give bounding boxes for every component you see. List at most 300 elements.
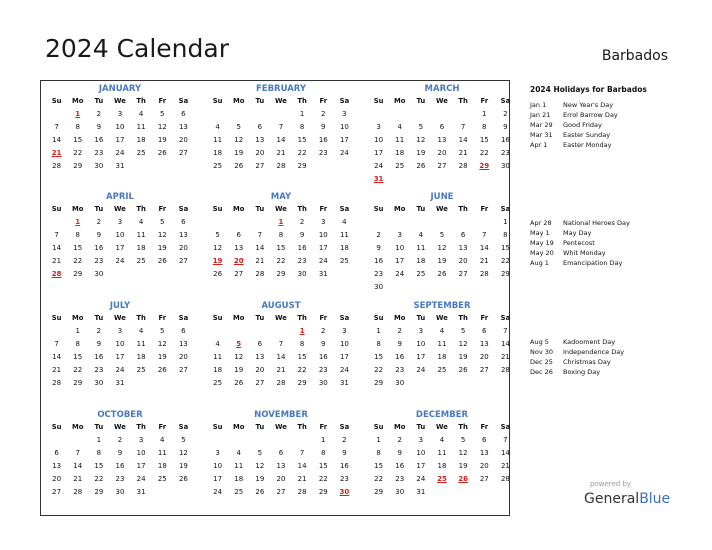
day-cell: 26 — [157, 366, 167, 374]
holiday-row — [530, 248, 700, 258]
day-cell: 7 — [460, 123, 466, 131]
empty-cell — [292, 434, 313, 447]
day-header: Fr — [158, 205, 167, 213]
day-header: Fr — [480, 97, 489, 105]
day-cell: 12 — [157, 123, 167, 131]
day-cell: 4 — [418, 231, 424, 239]
holiday-row — [530, 228, 700, 238]
day-header: Fr — [158, 97, 167, 105]
day-cell: 4 — [397, 123, 402, 131]
day-cell: 8 — [376, 449, 381, 457]
day-cell: 27 — [458, 270, 468, 278]
day-cell: 23 — [297, 257, 307, 265]
brand-blue: Blue — [639, 491, 671, 507]
day-cell: 22 — [374, 475, 384, 483]
day-cell: 25 — [416, 270, 426, 278]
day-cell: 11 — [136, 123, 146, 131]
day-cell: 27 — [178, 257, 188, 265]
generalblue-logo[interactable] — [584, 491, 670, 507]
month-name: JUNE — [430, 192, 454, 202]
day-cell: 4 — [160, 436, 165, 444]
empty-cell — [228, 108, 249, 121]
day-cell: 25 — [213, 162, 223, 170]
holiday-row — [530, 120, 700, 130]
day-header: We — [436, 314, 448, 322]
holiday-date: Nov 30 — [530, 348, 554, 356]
brand-general: General — [584, 491, 640, 507]
day-cell: 15 — [318, 462, 328, 470]
day-header: Su — [373, 423, 384, 431]
day-cell: 20 — [479, 353, 489, 361]
holiday-day-cell: 29 — [479, 162, 490, 170]
empty-cell — [368, 216, 389, 229]
holiday-row — [530, 357, 700, 367]
day-cell: 22 — [73, 149, 83, 157]
day-cell: 18 — [437, 462, 447, 470]
day-cell: 11 — [136, 231, 146, 239]
day-cell: 20 — [458, 257, 468, 265]
day-cell: 13 — [178, 340, 188, 348]
day-header: Su — [51, 97, 62, 105]
day-cell: 2 — [342, 436, 347, 444]
day-cell: 13 — [234, 244, 244, 252]
day-header: Fr — [319, 205, 328, 213]
day-cell: 5 — [181, 436, 186, 444]
day-cell: 24 — [339, 149, 349, 157]
month-december — [368, 409, 516, 499]
holiday-day-cell: 1 — [75, 218, 81, 226]
day-cell: 7 — [503, 436, 508, 444]
day-header: We — [114, 97, 126, 105]
day-cell: 8 — [482, 123, 487, 131]
day-cell: 13 — [276, 462, 286, 470]
day-cell: 24 — [374, 162, 384, 170]
holiday-date: Apr 1 — [530, 141, 548, 149]
day-cell: 30 — [395, 379, 405, 387]
day-cell: 3 — [117, 218, 123, 226]
day-cell: 11 — [437, 340, 447, 348]
day-cell: 3 — [397, 231, 402, 239]
day-cell: 17 — [115, 353, 125, 361]
day-cell: 6 — [439, 123, 445, 131]
day-cell: 28 — [276, 162, 286, 170]
day-cell: 12 — [234, 353, 244, 361]
day-cell: 22 — [297, 366, 307, 374]
day-header: Fr — [480, 205, 489, 213]
holiday-date: May 20 — [530, 249, 554, 257]
day-cell: 31 — [339, 379, 349, 387]
day-cell: 19 — [458, 353, 468, 361]
holiday-day-cell: 21 — [51, 149, 62, 157]
day-cell: 23 — [339, 475, 349, 483]
day-header: Mo — [393, 314, 406, 322]
day-cell: 28 — [52, 379, 62, 387]
day-cell: 29 — [374, 379, 384, 387]
day-cell: 31 — [115, 379, 125, 387]
day-header: Sa — [500, 97, 511, 105]
day-cell: 8 — [321, 449, 326, 457]
day-cell: 17 — [374, 149, 384, 157]
empty-cell — [270, 325, 291, 338]
day-cell: 9 — [117, 449, 123, 457]
day-cell: 13 — [479, 340, 489, 348]
day-cell: 16 — [115, 462, 125, 470]
day-cell: 3 — [138, 436, 144, 444]
month-march — [368, 83, 516, 186]
day-cell: 6 — [257, 340, 263, 348]
day-cell: 3 — [418, 436, 424, 444]
holiday-day-cell: 25 — [437, 475, 447, 483]
day-cell: 12 — [213, 244, 223, 252]
day-cell: 12 — [458, 449, 468, 457]
holiday-name: New Year's Day — [563, 101, 614, 109]
empty-cell — [368, 108, 389, 121]
day-header: Su — [51, 423, 62, 431]
day-cell: 11 — [437, 449, 447, 457]
day-header: Sa — [500, 314, 511, 322]
holiday-day-cell: 1 — [75, 110, 81, 118]
day-header: Su — [212, 423, 223, 431]
day-cell: 21 — [479, 257, 489, 265]
day-cell: 16 — [318, 353, 328, 361]
day-cell: 7 — [299, 449, 305, 457]
day-header: Mo — [71, 97, 84, 105]
day-cell: 14 — [276, 136, 286, 144]
day-cell: 25 — [437, 366, 447, 374]
day-cell: 14 — [276, 353, 286, 361]
day-cell: 8 — [376, 340, 381, 348]
day-header: Mo — [232, 423, 245, 431]
holiday-row — [530, 347, 700, 357]
holiday-name: Easter Monday — [563, 141, 612, 149]
day-cell: 7 — [503, 327, 508, 335]
day-cell: 24 — [416, 475, 426, 483]
month-november — [207, 409, 355, 499]
day-cell: 29 — [276, 270, 286, 278]
day-cell: 26 — [458, 366, 468, 374]
day-cell: 11 — [395, 136, 405, 144]
day-cell: 14 — [255, 244, 265, 252]
day-header: Sa — [339, 314, 350, 322]
day-cell: 11 — [213, 353, 223, 361]
month-september — [368, 300, 516, 390]
month-name: JANUARY — [98, 84, 142, 94]
day-cell: 25 — [339, 257, 349, 265]
day-cell: 5 — [160, 218, 165, 226]
day-cell: 20 — [178, 353, 188, 361]
day-cell: 24 — [416, 366, 426, 374]
day-cell: 19 — [255, 475, 265, 483]
day-cell: 13 — [437, 136, 447, 144]
day-header: We — [275, 423, 287, 431]
day-cell: 21 — [500, 462, 510, 470]
day-cell: 22 — [94, 475, 104, 483]
day-cell: 19 — [234, 149, 244, 157]
day-cell: 14 — [52, 353, 62, 361]
holiday-day-cell: 20 — [233, 257, 244, 265]
day-cell: 30 — [115, 488, 125, 496]
month-name: FEBRUARY — [255, 84, 307, 94]
month-name: MARCH — [424, 84, 460, 94]
day-cell: 24 — [115, 257, 125, 265]
day-cell: 7 — [257, 231, 263, 239]
day-cell: 31 — [318, 270, 328, 278]
day-header: Th — [136, 205, 146, 213]
day-cell: 11 — [339, 231, 349, 239]
day-header: Th — [458, 97, 468, 105]
holiday-name: Independence Day — [563, 348, 625, 356]
day-cell: 7 — [278, 340, 284, 348]
day-cell: 22 — [73, 366, 83, 374]
day-cell: 28 — [255, 270, 265, 278]
day-cell: 7 — [482, 231, 487, 239]
day-cell: 12 — [255, 462, 265, 470]
day-cell: 31 — [136, 488, 146, 496]
day-header: Th — [297, 97, 307, 105]
day-cell: 23 — [94, 257, 104, 265]
day-cell: 29 — [374, 488, 384, 496]
day-cell: 9 — [503, 123, 508, 131]
day-header: Su — [212, 97, 223, 105]
day-cell: 10 — [115, 123, 125, 131]
day-header: Tu — [94, 97, 104, 105]
day-header: Th — [136, 314, 146, 322]
day-cell: 17 — [318, 244, 328, 252]
day-cell: 19 — [437, 257, 447, 265]
day-header: We — [436, 423, 448, 431]
day-cell: 12 — [178, 449, 188, 457]
day-header: Su — [51, 205, 62, 213]
day-cell: 4 — [439, 327, 445, 335]
day-cell: 24 — [395, 270, 405, 278]
day-cell: 2 — [96, 218, 102, 226]
day-cell: 7 — [54, 340, 59, 348]
day-header: Sa — [500, 205, 511, 213]
day-cell: 15 — [479, 136, 489, 144]
day-header: Sa — [339, 205, 350, 213]
day-header: Th — [458, 314, 468, 322]
day-cell: 22 — [374, 366, 384, 374]
empty-cell — [46, 434, 67, 447]
day-cell: 14 — [479, 244, 489, 252]
day-cell: 10 — [136, 449, 146, 457]
month-february — [207, 83, 355, 173]
day-cell: 13 — [255, 136, 265, 144]
day-cell: 4 — [138, 110, 144, 118]
day-cell: 26 — [234, 162, 244, 170]
day-cell: 5 — [439, 231, 445, 239]
holiday-name: Kadooment Day — [563, 338, 616, 346]
day-header: Fr — [158, 423, 167, 431]
day-cell: 8 — [299, 340, 305, 348]
page-title: 2024 Calendar — [45, 34, 229, 63]
day-cell: 28 — [479, 270, 489, 278]
day-cell: 14 — [500, 449, 510, 457]
day-cell: 1 — [376, 436, 381, 444]
day-cell: 9 — [299, 231, 305, 239]
day-cell: 3 — [321, 218, 326, 226]
empty-cell — [207, 216, 228, 229]
day-cell: 4 — [236, 449, 241, 457]
empty-cell — [249, 108, 270, 121]
day-cell: 15 — [374, 462, 384, 470]
day-cell: 18 — [416, 257, 426, 265]
month-june — [368, 191, 516, 294]
day-cell: 17 — [115, 136, 125, 144]
day-cell: 4 — [342, 218, 347, 226]
empty-cell — [249, 325, 270, 338]
day-cell: 15 — [73, 244, 83, 252]
day-header: We — [114, 423, 126, 431]
day-cell: 7 — [54, 123, 59, 131]
day-cell: 5 — [160, 327, 165, 335]
day-header: Th — [136, 423, 146, 431]
holiday-day-cell: 30 — [339, 488, 350, 496]
day-cell: 16 — [297, 244, 307, 252]
day-cell: 17 — [115, 244, 125, 252]
day-cell: 29 — [297, 379, 307, 387]
day-header: Mo — [232, 205, 245, 213]
day-header: Tu — [255, 423, 265, 431]
day-cell: 26 — [157, 149, 167, 157]
holiday-date: Aug 5 — [530, 338, 549, 346]
day-header: Sa — [339, 423, 350, 431]
holiday-name: Emancipation Day — [563, 259, 623, 267]
day-cell: 13 — [479, 449, 489, 457]
day-cell: 22 — [73, 257, 83, 265]
day-cell: 19 — [234, 366, 244, 374]
day-cell: 10 — [416, 449, 426, 457]
day-cell: 21 — [52, 257, 62, 265]
day-header: Su — [373, 205, 384, 213]
day-cell: 27 — [178, 149, 188, 157]
day-cell: 29 — [297, 162, 307, 170]
month-name: AUGUST — [261, 301, 301, 311]
calendar-grid — [40, 80, 510, 516]
day-cell: 29 — [73, 379, 83, 387]
day-header: Mo — [232, 97, 245, 105]
day-cell: 19 — [157, 244, 167, 252]
day-header: Tu — [416, 423, 426, 431]
day-header: We — [275, 205, 287, 213]
day-cell: 1 — [376, 327, 381, 335]
empty-cell — [228, 325, 249, 338]
day-cell: 27 — [479, 366, 489, 374]
day-cell: 22 — [500, 257, 510, 265]
day-cell: 7 — [54, 231, 59, 239]
day-cell: 26 — [213, 270, 223, 278]
day-cell: 9 — [96, 340, 102, 348]
day-cell: 1 — [75, 327, 80, 335]
day-cell: 25 — [395, 162, 405, 170]
month-april — [46, 191, 194, 281]
day-cell: 9 — [397, 340, 402, 348]
day-cell: 30 — [395, 488, 405, 496]
holiday-date: Mar 29 — [530, 121, 553, 129]
day-cell: 18 — [339, 244, 349, 252]
day-header: Tu — [416, 314, 426, 322]
month-january — [46, 83, 194, 173]
day-cell: 13 — [178, 231, 188, 239]
day-cell: 18 — [136, 244, 146, 252]
holiday-day-cell: 5 — [236, 340, 242, 348]
day-cell: 13 — [255, 353, 265, 361]
day-cell: 2 — [503, 110, 508, 118]
holiday-date: Aug 1 — [530, 259, 549, 267]
holiday-date: Mar 31 — [530, 131, 553, 139]
day-cell: 24 — [318, 257, 328, 265]
holiday-day-cell: 28 — [51, 270, 62, 278]
day-cell: 26 — [157, 257, 167, 265]
holiday-name: Boxing Day — [563, 368, 601, 376]
day-header: Sa — [178, 423, 189, 431]
day-header: Mo — [71, 205, 84, 213]
day-cell: 11 — [136, 340, 146, 348]
day-header: Su — [212, 314, 223, 322]
day-cell: 12 — [157, 340, 167, 348]
day-header: Th — [136, 97, 146, 105]
day-cell: 26 — [178, 475, 188, 483]
day-cell: 31 — [416, 488, 426, 496]
day-cell: 1 — [482, 110, 487, 118]
day-cell: 4 — [215, 340, 220, 348]
day-cell: 21 — [255, 257, 265, 265]
country-name: Barbados — [601, 48, 668, 64]
day-cell: 25 — [213, 379, 223, 387]
day-cell: 28 — [458, 162, 468, 170]
day-cell: 12 — [234, 136, 244, 144]
day-cell: 22 — [276, 257, 286, 265]
day-cell: 28 — [73, 488, 83, 496]
day-cell: 3 — [342, 327, 347, 335]
day-cell: 28 — [500, 475, 510, 483]
day-header: Mo — [393, 205, 406, 213]
day-header: Mo — [393, 423, 406, 431]
empty-cell — [453, 108, 474, 121]
day-header: We — [436, 97, 448, 105]
month-name: APRIL — [106, 192, 134, 202]
holiday-row — [530, 258, 700, 268]
day-cell: 3 — [342, 110, 347, 118]
day-header: Sa — [178, 205, 189, 213]
empty-cell — [46, 108, 67, 121]
day-cell: 12 — [416, 136, 426, 144]
day-header: Tu — [255, 205, 265, 213]
day-cell: 19 — [157, 353, 167, 361]
day-header: We — [275, 314, 287, 322]
month-name: NOVEMBER — [254, 410, 308, 420]
day-cell: 24 — [115, 149, 125, 157]
day-cell: 9 — [321, 123, 326, 131]
day-header: Su — [373, 314, 384, 322]
day-cell: 14 — [73, 462, 83, 470]
day-header: Tu — [94, 314, 104, 322]
month-name: MAY — [270, 192, 292, 202]
day-cell: 22 — [297, 149, 307, 157]
day-cell: 17 — [395, 257, 405, 265]
day-cell: 11 — [157, 449, 167, 457]
day-cell: 1 — [503, 218, 508, 226]
day-cell: 2 — [299, 218, 305, 226]
empty-cell — [228, 434, 249, 447]
holiday-list-heading: 2024 Holidays for Barbados — [530, 85, 647, 94]
holiday-name: Whit Monday — [563, 249, 606, 257]
day-cell: 25 — [136, 149, 146, 157]
day-cell: 15 — [73, 353, 83, 361]
day-cell: 19 — [416, 149, 426, 157]
day-header: Su — [51, 314, 62, 322]
day-cell: 1 — [321, 436, 326, 444]
